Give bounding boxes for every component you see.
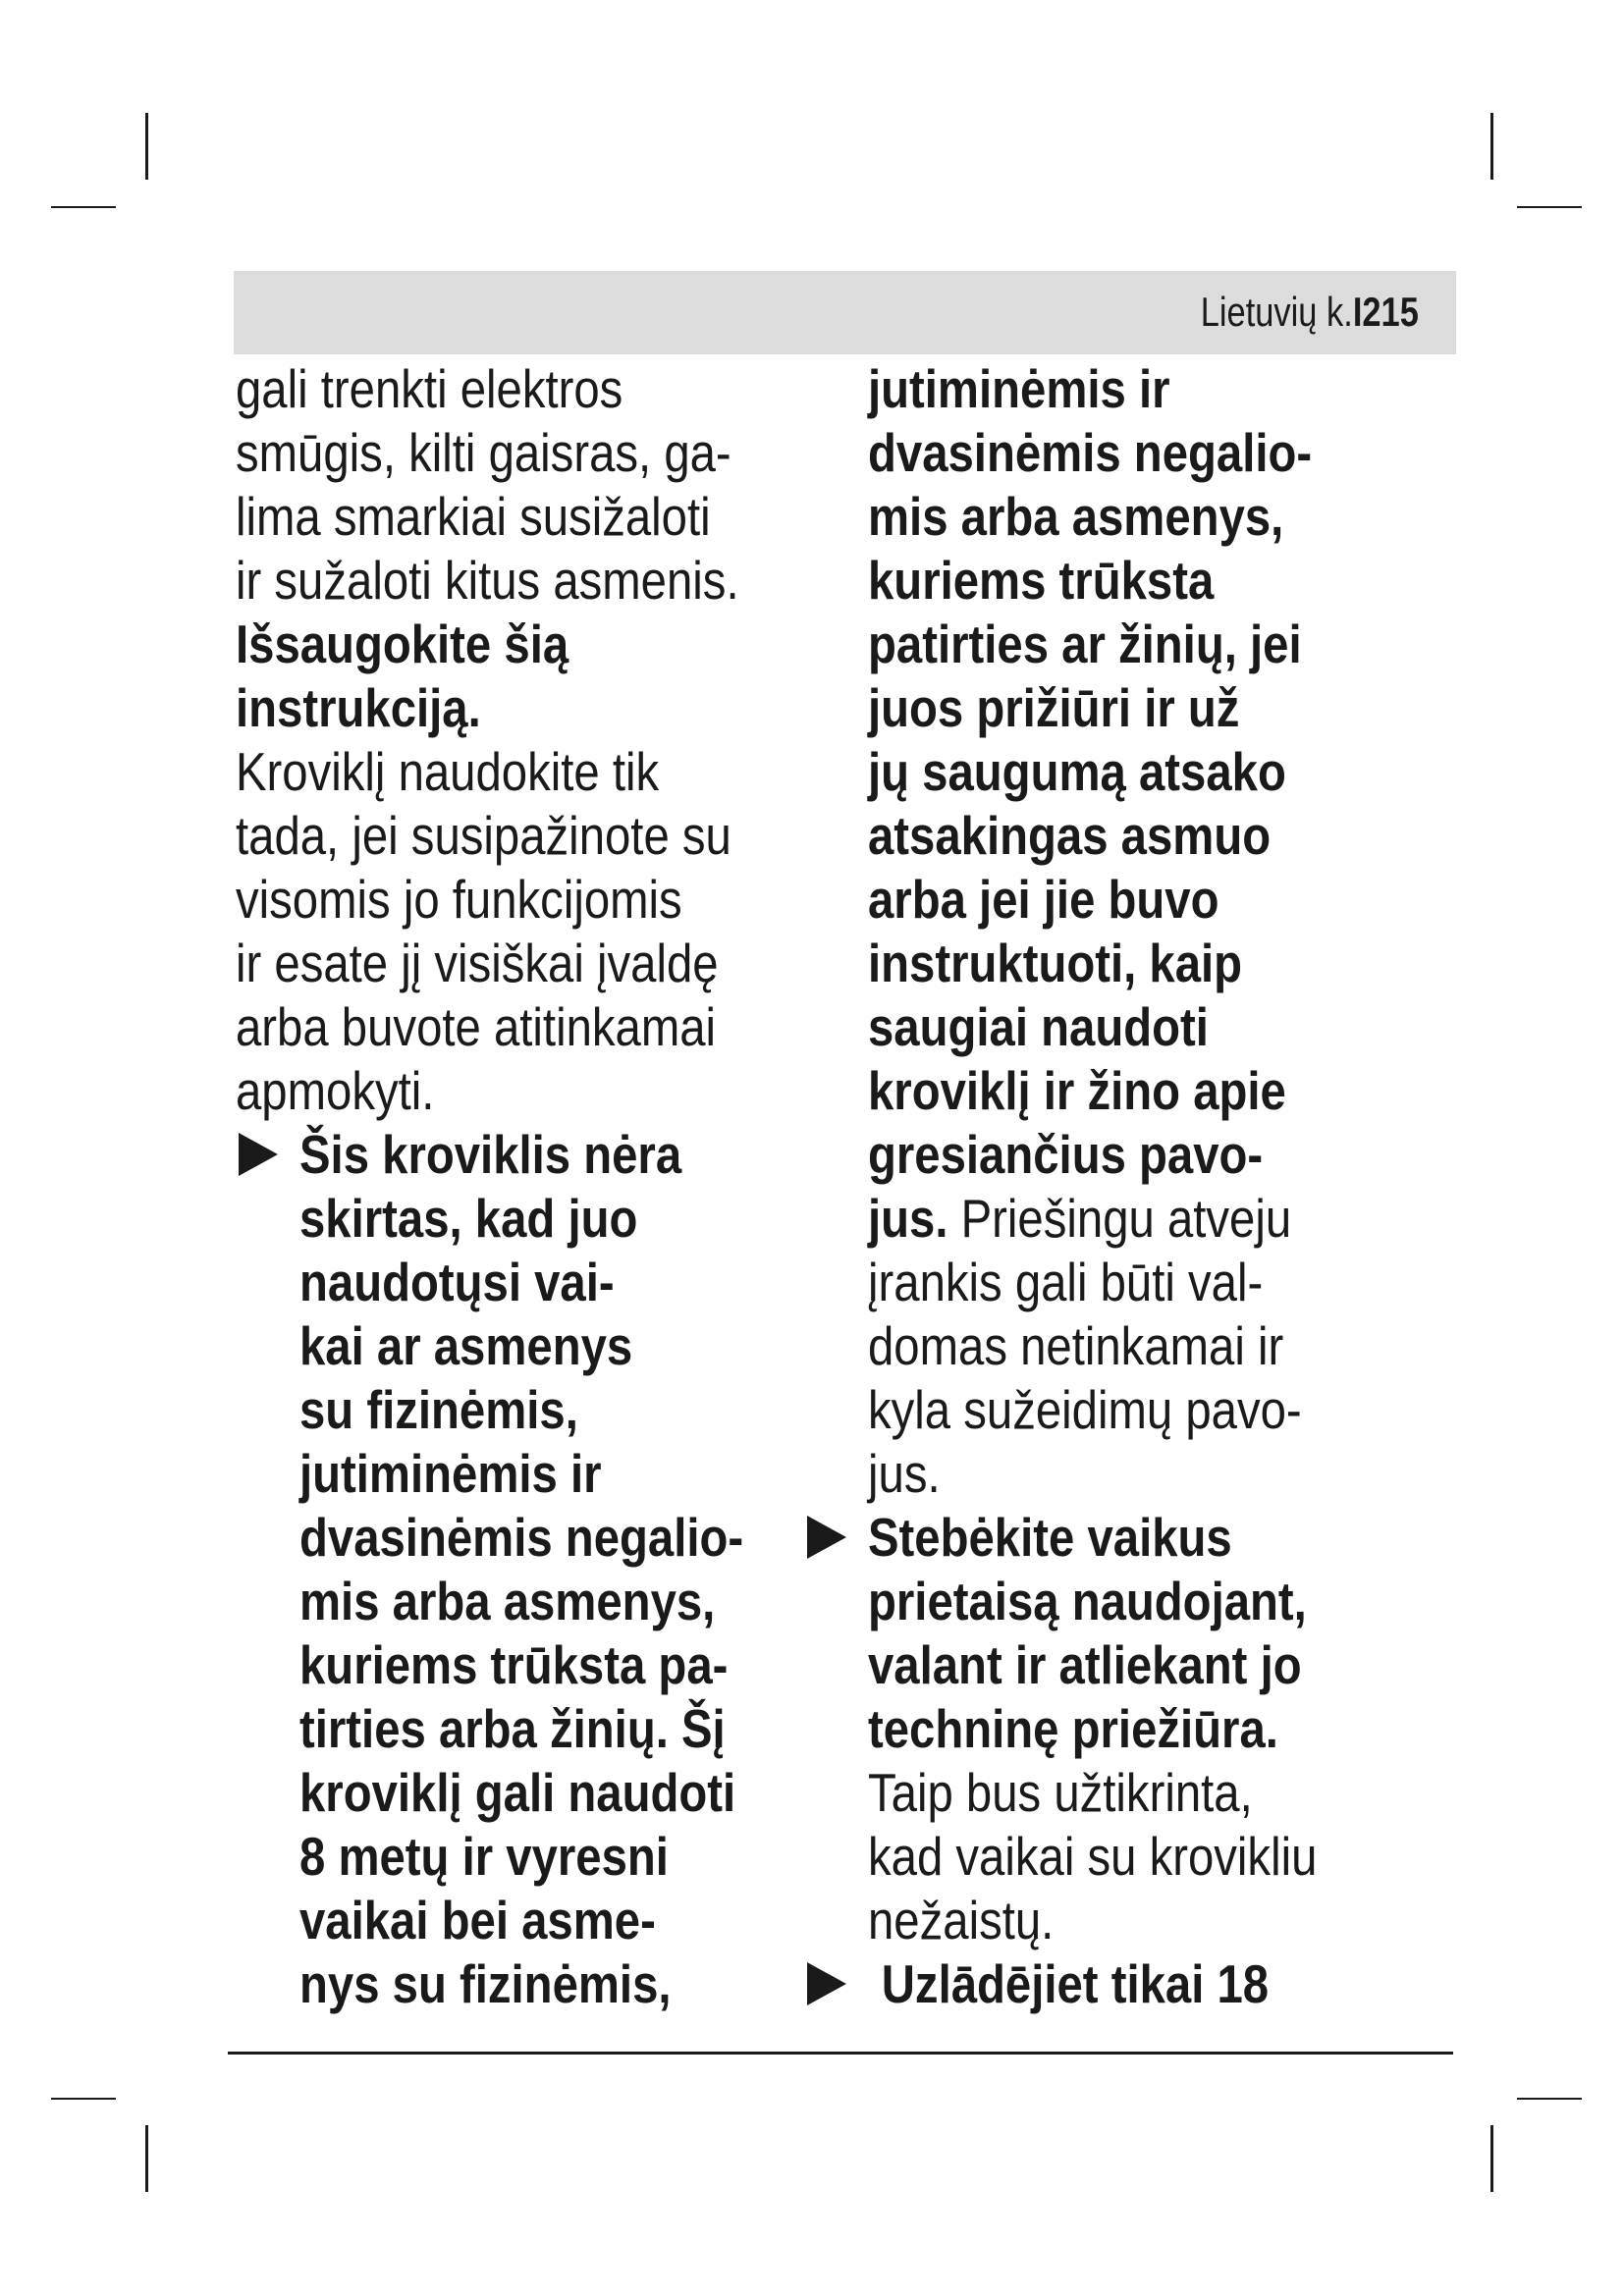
- text-line: 8 metų ir vyresni: [299, 1826, 669, 1887]
- keep-instruction-heading: [236, 613, 854, 740]
- crop-mark-bottom-right-vertical: [1490, 2125, 1493, 2192]
- text-line: kuriems trūksta pa-: [299, 1634, 729, 1695]
- text-line: Stebėkite vaikus: [868, 1507, 1232, 1568]
- triangle-bullet-icon: [807, 1516, 846, 1559]
- text-line: apmokyti.: [236, 1060, 435, 1121]
- text-line: saugiai naudoti: [868, 996, 1209, 1057]
- text-line: visomis jo funkcijomis: [236, 869, 682, 930]
- usage-paragraph: [236, 740, 854, 1123]
- text-line: instrukciją.: [236, 677, 481, 738]
- text-line: Šis kroviklis nėra: [299, 1124, 682, 1185]
- warning-paragraph: [236, 357, 854, 613]
- text-line: tada, jei susipažinote su: [236, 805, 731, 866]
- text-line: Taip bus užtikrinta,: [868, 1762, 1253, 1823]
- text-line: kuriems trūksta: [868, 550, 1215, 611]
- right-column: [868, 357, 1477, 2016]
- text-line: Kroviklį naudokite tik: [236, 741, 660, 802]
- page-header: [234, 271, 1456, 354]
- header-language: Lietuvių k.: [1200, 289, 1353, 335]
- crop-mark-top-right-vertical: [1490, 113, 1493, 180]
- page-number: 215: [1362, 289, 1419, 335]
- text-line: juos prižiūri ir už: [868, 677, 1240, 738]
- text-line: gresiančius pavo-: [868, 1124, 1264, 1185]
- text-line: Uzlādējiet tikai 18: [881, 1953, 1270, 2014]
- bullet-supervise-children: [868, 1506, 1477, 1952]
- header-label: [1201, 285, 1419, 340]
- text-line: techninę priežiūra.: [868, 1698, 1278, 1759]
- bold-fragment: jus.: [868, 1188, 948, 1249]
- text-line: kad vaikai su krovikliu: [868, 1826, 1318, 1887]
- text-line: patirties ar žinių, jei: [868, 614, 1302, 674]
- text-line: skirtas, kad juo: [299, 1188, 638, 1249]
- bullet-children-warning: [236, 1123, 854, 2016]
- bullet-continuation: [868, 357, 1477, 1506]
- text-line: arba buvote atitinkamai: [236, 996, 717, 1057]
- text-line: prietaisą naudojant,: [868, 1571, 1307, 1631]
- text-line: instruktuoti, kaip: [868, 933, 1243, 993]
- text-line: jus.: [868, 1443, 941, 1504]
- text-line: arba jei jie buvo: [868, 869, 1219, 930]
- text-line: mis arba asmenys,: [299, 1571, 716, 1631]
- text-line: jutiminėmis ir: [868, 358, 1170, 419]
- text-line: kroviklį gali naudoti: [299, 1762, 736, 1823]
- text-line: naudotųsi vai-: [299, 1252, 615, 1312]
- crop-mark-top-right-horizontal: [1517, 206, 1582, 208]
- triangle-bullet-icon: [239, 1133, 278, 1176]
- crop-mark-top-left-vertical: [145, 113, 148, 180]
- text-line: ir sužaloti kitus asmenis.: [236, 550, 739, 611]
- left-column: [236, 357, 854, 2016]
- text-line: įrankis gali būti val-: [868, 1252, 1264, 1312]
- text-line: dvasinėmis negalio-: [868, 422, 1313, 483]
- text-line: jutiminėmis ir: [299, 1443, 602, 1504]
- text-line: jų saugumą atsako: [868, 741, 1286, 802]
- normal-fragment: Priešingu atveju: [947, 1188, 1292, 1249]
- text-line: dvasinėmis negalio-: [299, 1507, 744, 1568]
- bullet-charge-only: [868, 1952, 1477, 2016]
- text-line: smūgis, kilti gaisras, ga-: [236, 422, 731, 483]
- text-line: nys su fizinėmis,: [299, 1953, 672, 2014]
- crop-mark-bottom-right-horizontal: [1517, 2098, 1582, 2100]
- text-line: kyla sužeidimų pavo-: [868, 1379, 1302, 1440]
- triangle-bullet-icon: [807, 1962, 846, 2005]
- text-line: su fizinėmis,: [299, 1379, 578, 1440]
- text-line: ir esate jį visiškai įvaldę: [236, 933, 719, 993]
- text-line: lima smarkiai susižaloti: [236, 486, 711, 547]
- text-line: gali trenkti elektros: [236, 358, 623, 419]
- crop-mark-bottom-left-vertical: [145, 2125, 148, 2192]
- text-line: mis arba asmenys,: [868, 486, 1284, 547]
- text-line: Išsaugokite šią: [236, 614, 569, 674]
- text-line: domas netinkamai ir: [868, 1315, 1284, 1376]
- header-separator: I: [1352, 289, 1363, 335]
- text-line: tirties arba žinių. Šį: [299, 1698, 726, 1759]
- crop-mark-top-left-horizontal: [51, 206, 116, 208]
- text-line: kroviklį ir žino apie: [868, 1060, 1286, 1121]
- text-line: vaikai bei asme-: [299, 1890, 656, 1950]
- footer-rule: [228, 2052, 1453, 2055]
- text-line: nežaistų.: [868, 1890, 1055, 1950]
- mixed-text-line: [868, 1187, 1391, 1251]
- text-line: atsakingas asmuo: [868, 805, 1272, 866]
- crop-mark-bottom-left-horizontal: [51, 2098, 116, 2100]
- text-line: kai ar asmenys: [299, 1315, 633, 1376]
- text-line: valant ir atliekant jo: [868, 1634, 1302, 1695]
